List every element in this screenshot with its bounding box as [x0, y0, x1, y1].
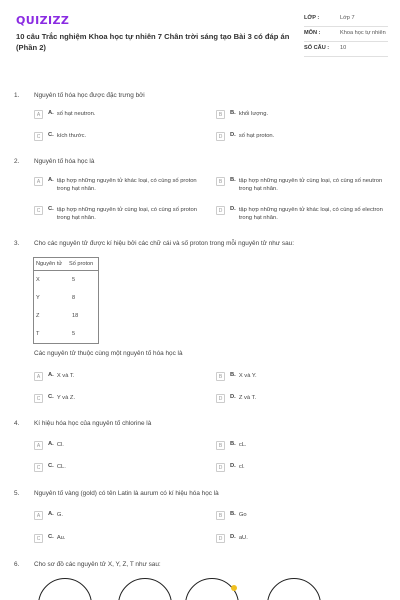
option-text: tập hợp những nguyên tử cùng loại, có cùng số proton trong hạt nhân. [56, 207, 197, 221]
option-letter: D. [230, 132, 236, 138]
option-text: aU. [238, 535, 248, 541]
option-c[interactable] [34, 463, 194, 472]
question-text: Cho các nguyên tử được kí hiệu bởi các chữ cái và số proton trong mỗi nguyên tử như sau: [34, 240, 294, 247]
option-text: cl. [238, 464, 245, 470]
worksheet-meta [304, 12, 388, 57]
meta-subject [304, 27, 388, 42]
option-letter: D. [230, 206, 236, 212]
option-a[interactable] [34, 441, 194, 450]
option-letter: A. [48, 372, 54, 378]
table-header-cell: Số proton [69, 261, 94, 267]
option-box: A [34, 372, 43, 381]
question-number: 6. [14, 561, 20, 568]
option-text: X và Y. [238, 373, 257, 379]
table-cell: 8 [72, 295, 76, 301]
meta-value: Lớp 7 [340, 15, 355, 21]
option-box: C [34, 534, 43, 543]
electron-dot [231, 585, 237, 591]
option-c[interactable] [34, 132, 194, 141]
question-text: Nguyên tố hóa học là [34, 158, 95, 165]
question-text: Nguyên tố hóa học được đặc trưng bởi [34, 92, 145, 99]
option-a[interactable] [34, 110, 194, 119]
table-cell: X [36, 277, 40, 283]
option-d[interactable] [216, 394, 386, 403]
option-text: số hạt proton. [238, 133, 275, 139]
option-box: D [216, 132, 225, 141]
atom-diagram-t [267, 578, 321, 600]
quizizz-logo: QUIZIZZ [16, 14, 70, 27]
table-cell: 5 [72, 277, 76, 283]
option-text: Cl. [56, 442, 64, 448]
option-letter: D. [230, 394, 236, 400]
table-cell: Z [36, 313, 40, 319]
option-d[interactable] [216, 132, 386, 141]
option-letter: A. [48, 511, 54, 517]
option-text: kích thước. [56, 133, 87, 139]
option-box: C [34, 132, 43, 141]
table-header [34, 258, 98, 271]
option-box: C [34, 463, 43, 472]
question-number: 3. [14, 240, 20, 247]
option-letter: D. [230, 534, 236, 540]
question-number: 4. [14, 420, 20, 427]
option-box: D [216, 206, 225, 215]
table-row [34, 289, 98, 307]
option-text: khối lượng. [238, 111, 269, 117]
option-box: D [216, 534, 225, 543]
option-d[interactable] [216, 463, 386, 472]
option-b[interactable] [216, 372, 386, 381]
table-header-cell: Nguyên tử [36, 261, 63, 267]
table-cell: 18 [72, 313, 79, 319]
option-letter: C. [48, 132, 54, 138]
option-box: A [34, 177, 43, 186]
option-box: B [216, 511, 225, 520]
option-letter: B. [230, 441, 236, 447]
option-text: Y và Z. [56, 395, 76, 401]
worksheet-title: 10 câu Trắc nghiệm Khoa học tự nhiên 7 Chân trời sáng tạo Bài 3 có đáp án (Phần 2) [16, 32, 290, 52]
option-b[interactable] [216, 441, 386, 450]
option-a[interactable] [34, 177, 210, 193]
proton-table [33, 257, 99, 344]
option-box: A [34, 441, 43, 450]
question-subtext: Các nguyên tử thuộc cùng một nguyên tố hóa học là [34, 350, 183, 357]
option-text: tập hợp những nguyên tử khác loại, có cùng số proton trong hạt nhân. [56, 178, 197, 192]
option-d[interactable] [216, 534, 386, 543]
question-text: Nguyên tố vàng (gold) có tên Latin là aurum có kí hiệu hóa học là [34, 490, 219, 497]
question-text: Cho sơ đồ các nguyên tử X, Y, Z, T như sau: [34, 561, 161, 568]
option-b[interactable] [216, 177, 392, 193]
option-letter: C. [48, 463, 54, 469]
question-text: Kí hiệu hóa học của nguyên tố chlorine là [34, 420, 152, 427]
meta-value: 10 [340, 45, 347, 51]
option-c[interactable] [34, 534, 194, 543]
option-box: D [216, 463, 225, 472]
question-number: 1. [14, 92, 20, 99]
option-text: cL. [238, 442, 247, 448]
option-text: Au. [56, 535, 66, 541]
table-row [34, 271, 98, 289]
table-cell: T [36, 331, 40, 337]
option-box: C [34, 394, 43, 403]
option-letter: A. [48, 110, 54, 116]
option-text: CL. [56, 464, 66, 470]
option-c[interactable] [34, 206, 210, 222]
option-text: X và T. [56, 373, 75, 379]
option-box: B [216, 110, 225, 119]
option-text: tập hợp những nguyên tử cùng loại, có cùng số neutron trong hạt nhân. [238, 178, 383, 192]
meta-grade [304, 12, 388, 27]
question-number: 5. [14, 490, 20, 497]
option-b[interactable] [216, 511, 386, 520]
option-box: B [216, 372, 225, 381]
option-letter: C. [48, 206, 54, 212]
option-letter: C. [48, 394, 54, 400]
option-box: A [34, 110, 43, 119]
option-box: B [216, 441, 225, 450]
option-d[interactable] [216, 206, 392, 222]
worksheet-header [0, 0, 400, 82]
option-a[interactable] [34, 511, 194, 520]
table-cell: 5 [72, 331, 76, 337]
table-row [34, 325, 98, 343]
option-c[interactable] [34, 394, 194, 403]
question-number: 2. [14, 158, 20, 165]
option-text: Go [238, 512, 247, 518]
table-cell: Y [36, 295, 40, 301]
option-a[interactable] [34, 372, 194, 381]
option-letter: D. [230, 463, 236, 469]
option-text: tập hợp những nguyên tử khác loại, có cùng số electron trong hạt nhân. [238, 207, 383, 221]
meta-value: Khoa học tự nhiên [340, 30, 386, 36]
option-letter: C. [48, 534, 54, 540]
option-box: A [34, 511, 43, 520]
option-text: Z và T. [238, 395, 257, 401]
atom-diagram-y [118, 578, 172, 600]
table-row [34, 307, 98, 325]
option-letter: B. [230, 110, 236, 116]
option-letter: B. [230, 511, 236, 517]
meta-label: LỚP : [304, 15, 320, 21]
option-b[interactable] [216, 110, 386, 119]
meta-question-count [304, 42, 388, 57]
option-box: B [216, 177, 225, 186]
option-letter: A. [48, 441, 54, 447]
option-text: số hạt neutron. [56, 111, 96, 117]
option-box: D [216, 394, 225, 403]
option-letter: A. [48, 177, 54, 183]
atom-diagram-x [38, 578, 92, 600]
option-box: C [34, 206, 43, 215]
meta-label: MÔN : [304, 30, 321, 36]
option-letter: B. [230, 177, 236, 183]
option-letter: B. [230, 372, 236, 378]
option-text: G. [56, 512, 63, 518]
meta-label: SỐ CÂU : [304, 45, 330, 51]
